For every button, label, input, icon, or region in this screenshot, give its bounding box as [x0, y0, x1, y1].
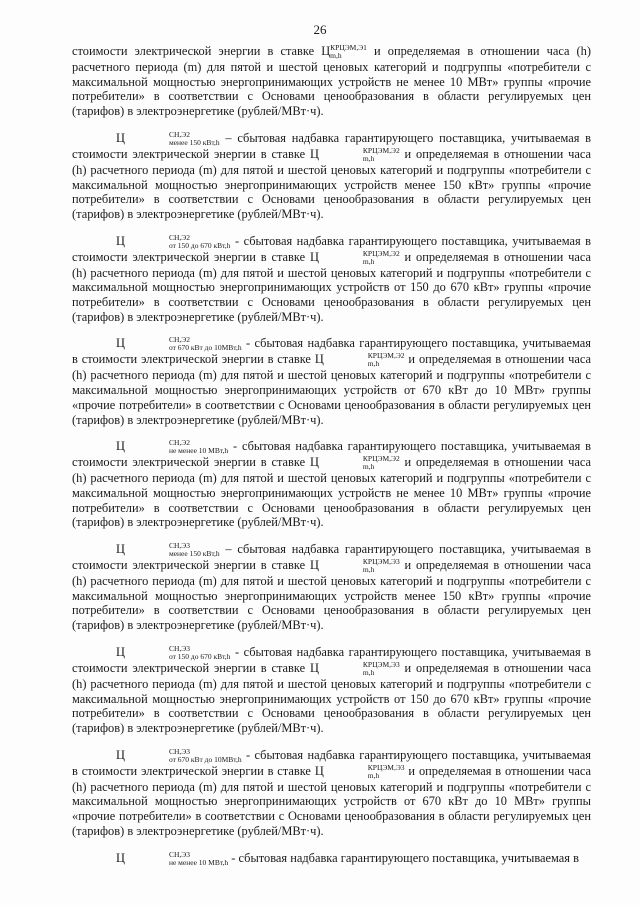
markup-subscript: не менее 10 МВт,h — [168, 857, 229, 867]
markup-symbol: Ц — [116, 130, 125, 145]
paragraph-text: – сбытовая надбавка гарантирующего поставщика, учитываемая в стоимости электрической энергии в ставке — [72, 130, 591, 161]
markup-symbol: Ц — [116, 233, 125, 248]
price-symbol: Ц — [309, 558, 319, 573]
markup-symbol: Ц — [116, 644, 125, 659]
paragraph-text: и определяемая в отношении часа (h) расчетного периода (m) для пятой и шестой ценовых категорий и подгруппы «потребители с максимальной мощностью энергопринимающих устройств менее 150 кВт» группы «прочие потребители» в соответствии с Основами ценообразования в области регулируемых цен (тарифов) в электроэнергетике (рублей/МВт·ч). — [72, 558, 592, 633]
price-index — [319, 250, 400, 266]
price-index — [319, 147, 400, 163]
paragraph-text: - сбытовая надбавка гарантирующего поставщика, учитываемая в стоимости электрической энергии в ставке — [72, 336, 591, 367]
paragraph-3 — [72, 234, 591, 325]
paragraph-4 — [72, 336, 591, 427]
markup-subscript: от 670 кВт до 10МВт,h — [168, 343, 242, 353]
paragraph-text: и определяемая в отношении часа (h) расчетного периода (m) для пятой и шестой ценовых категорий и подгруппы «потребители с максимальной мощностью энергопринимающих устройств менее 150 кВт» группы «прочие потребители» в соответствии с Основами ценообразования в области регулируемых цен (тарифов) в электроэнергетике (рублей/МВт·ч). — [72, 146, 592, 221]
paragraph-text: - сбытовая надбавка гарантирующего поставщика, учитываемая в стоимости электрической энергии в ставке — [72, 233, 591, 264]
price-subscript: m,h — [362, 153, 375, 163]
page-number: 26 — [313, 22, 327, 37]
price-superscript: КРЦЭМ,Э1 — [330, 43, 367, 52]
markup-subscript: от 150 до 670 кВт,h — [168, 651, 231, 661]
markup-index — [125, 542, 220, 558]
price-symbol: Ц — [321, 44, 331, 58]
price-superscript: КРЦЭМ,Э2 — [362, 248, 400, 258]
markup-superscript: СН,Э3 — [168, 541, 190, 551]
price-symbol: Ц — [309, 249, 319, 264]
markup-superscript: СН,Э3 — [168, 746, 190, 756]
markup-superscript: СН,Э2 — [168, 129, 190, 139]
price-superscript: КРЦЭМ,Э2 — [367, 351, 405, 361]
price-index — [319, 455, 400, 471]
paragraph-text: и определяемая в отношении часа (h) расчетного периода (m) для пятой и шестой ценовых категорий и подгруппы «потребители с максимальной мощностью энергопринимающих устройств не менее 10 МВт» группы «прочие потребители» в соответствии с Основами ценообразования в области регулируемых цен (тарифов) в электроэнергетике (рублей/МВт·ч). — [72, 455, 592, 530]
price-symbol: Ц — [309, 660, 319, 675]
markup-subscript: не менее 10 МВт,h — [168, 446, 229, 456]
document-body — [72, 44, 591, 867]
markup-superscript: СН,Э2 — [168, 438, 190, 448]
price-superscript: КРЦЭМ,Э2 — [362, 145, 400, 155]
paragraph-text: и определяемая в отношении часа (h) расчетного периода (m) для пятой и шестой ценовых категорий и подгруппы «потребители с максимальной мощностью энергопринимающих устройств от 150 до 670 кВт» группы «прочие потребители» в соответствии с Основами ценообразования в области регулируемых цен (тарифов) в электроэнергетике (рублей/МВт·ч). — [72, 249, 592, 324]
markup-subscript: менее 150 кВт,h — [168, 549, 220, 559]
markup-index — [125, 234, 230, 250]
markup-superscript: СН,Э3 — [168, 643, 190, 653]
paragraph-text: стоимости электрической энергии в ставке — [72, 44, 322, 58]
price-index — [319, 558, 400, 574]
paragraph-9 — [72, 851, 591, 867]
paragraph-text: и определяемая в отношении часа (h) расчетного периода (m) для пятой и шестой ценовых категорий и подгруппы «потребители с максимальной мощностью энергопринимающих устройств от 670 кВт до 10 МВт» группы «прочие потребители» в соответствии с Основами ценообразования в области регулируемых цен (тарифов) в электроэнергетике (рублей/МВт·ч). — [72, 352, 591, 427]
markup-subscript: менее 150 кВт,h — [168, 137, 220, 147]
markup-index — [125, 439, 228, 455]
price-superscript: КРЦЭМ,Э2 — [362, 454, 400, 464]
paragraph-1 — [72, 44, 591, 119]
price-symbol: Ц — [309, 455, 319, 470]
paragraph-text: и определяемая в отношении часа (h) расчетного периода (m) для пятой и шестой ценовых категорий и подгруппы «потребители с максимальной мощностью энергопринимающих устройств от 150 до 670 кВт» группы «прочие потребители» в соответствии с Основами ценообразования в области регулируемых цен (тарифов) в электроэнергетике (рублей/МВт·ч). — [72, 660, 592, 735]
markup-index — [125, 645, 230, 661]
price-symbol: Ц — [309, 146, 319, 161]
markup-symbol: Ц — [116, 850, 125, 865]
paragraph-7 — [72, 645, 591, 736]
price-superscript: КРЦЭМ,Э3 — [367, 762, 405, 772]
markup-superscript: СН,Э2 — [168, 335, 190, 345]
markup-subscript: от 150 до 670 кВт,h — [168, 240, 231, 250]
price-subscript: m,h — [367, 770, 380, 780]
markup-index — [125, 851, 228, 867]
price-subscript: m,h — [362, 667, 375, 677]
markup-symbol: Ц — [116, 439, 125, 454]
markup-index — [125, 748, 242, 764]
markup-symbol: Ц — [116, 542, 125, 557]
paragraph-5 — [72, 439, 591, 530]
paragraph-text: – сбытовая надбавка гарантирующего поставщика, учитываемая в стоимости электрической энергии в ставке — [72, 542, 591, 573]
markup-symbol: Ц — [116, 747, 125, 762]
paragraph-8 — [72, 748, 591, 839]
paragraph-text: - сбытовая надбавка гарантирующего поставщика, учитываемая в стоимости электрической энергии в ставке — [72, 439, 591, 470]
price-subscript: m,h — [362, 565, 375, 575]
price-subscript: m,h — [362, 462, 375, 472]
markup-superscript: СН,Э2 — [168, 232, 190, 242]
price-symbol: Ц — [314, 352, 324, 367]
price-superscript: КРЦЭМ,Э3 — [362, 659, 400, 669]
markup-subscript: от 670 кВт до 10МВт,h — [168, 754, 242, 764]
paragraph-text: - сбытовая надбавка гарантирующего поставщика, учитываемая в — [228, 850, 579, 865]
paragraph-text: - сбытовая надбавка гарантирующего поставщика, учитываемая в стоимости электрической энергии в ставке — [72, 747, 591, 778]
price-symbol: Ц — [314, 763, 324, 778]
price-index — [319, 661, 400, 677]
paragraph-2 — [72, 131, 591, 222]
price-subscript: m,h — [367, 359, 380, 369]
price-index — [324, 352, 405, 368]
paragraph-text: - сбытовая надбавка гарантирующего поставщика, учитываемая в стоимости электрической энергии в ставке — [72, 644, 591, 675]
price-superscript: КРЦЭМ,Э3 — [362, 557, 400, 567]
markup-index — [125, 336, 242, 352]
price-index — [324, 764, 405, 780]
paragraph-6 — [72, 542, 591, 633]
price-subscript: m,h — [330, 51, 342, 60]
paragraph-text: и определяемая в отношении часа (h) расчетного периода (m) для пятой и шестой ценовых категорий и подгруппы «потребители с максимальной мощностью энергопринимающих устройств не менее 10 МВт» группы «прочие потребители» в соответствии с Основами ценообразования в области регулируемых цен (тарифов) в электроэнергетике (рублей/МВт·ч). — [72, 44, 592, 119]
markup-symbol: Ц — [116, 336, 125, 351]
price-index — [330, 44, 367, 60]
paragraph-text: и определяемая в отношении часа (h) расчетного периода (m) для пятой и шестой ценовых категорий и подгруппы «потребители с максимальной мощностью энергопринимающих устройств от 670 кВт до 10 МВт» группы «прочие потребители» в соответствии с Основами ценообразования в области регулируемых цен (тарифов) в электроэнергетике (рублей/МВт·ч). — [72, 763, 591, 838]
markup-superscript: СН,Э3 — [168, 849, 190, 859]
markup-index — [125, 131, 220, 147]
price-subscript: m,h — [362, 256, 375, 266]
